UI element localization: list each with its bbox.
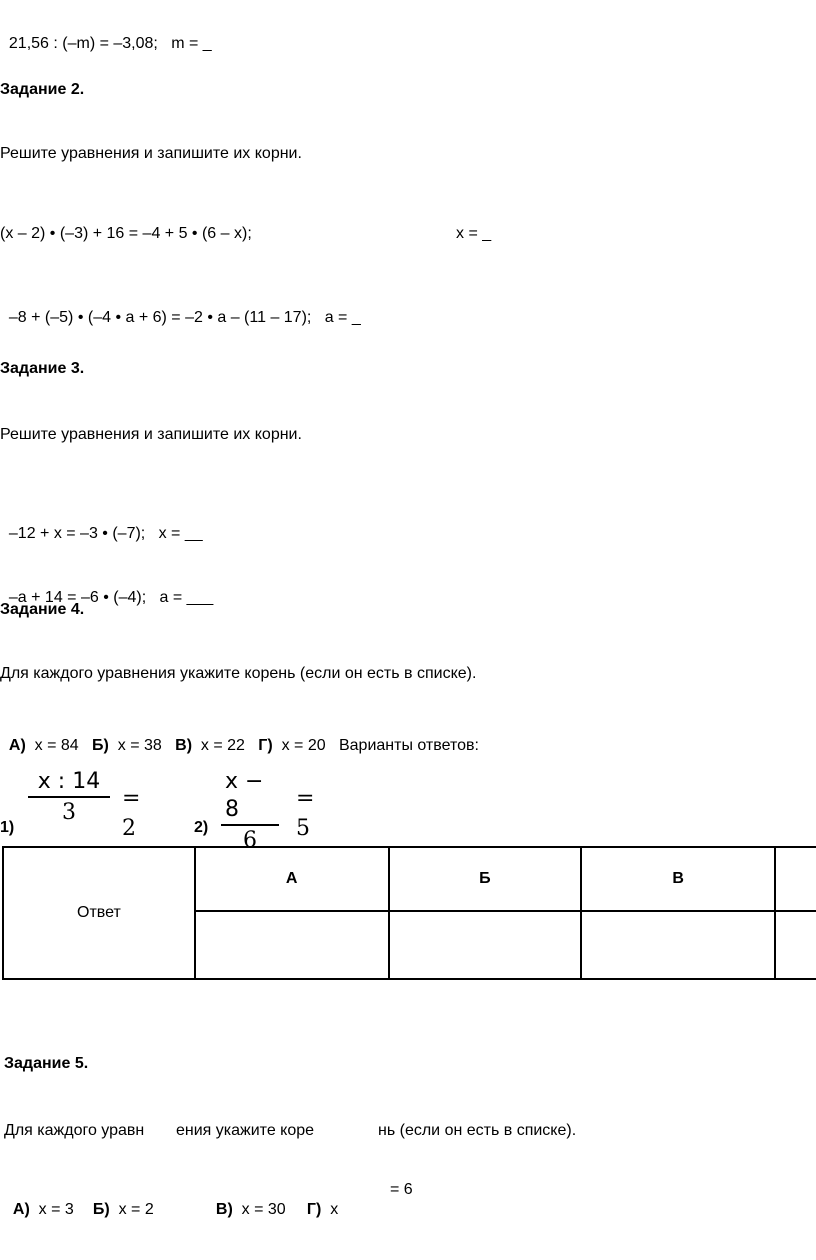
task5-option-letter: Б): [92, 1201, 110, 1218]
answer-cell-b[interactable]: [389, 911, 582, 979]
task2-equation-2-line: [0, 288, 361, 328]
task4-option-letter: А): [8, 737, 26, 754]
task4-options-label: Варианты ответов:: [338, 737, 479, 754]
task2-instruction: Решите уравнения и запишите их корни.: [0, 145, 302, 162]
task5-option-letter: Г): [306, 1201, 322, 1218]
fraction-denominator: 6: [243, 828, 257, 853]
task4-equation-1-number: 1): [0, 819, 15, 836]
fraction: [221, 768, 279, 856]
task2-answer-2: a = _: [324, 309, 361, 326]
task1-equation: 21,56 : (–m) = –3,08;: [8, 35, 158, 52]
equation-rhs: = 2: [122, 786, 141, 841]
task5-option-letter: А): [12, 1201, 30, 1218]
task5-option-value: x = 30: [241, 1201, 286, 1218]
task4-option-value: x = 20: [281, 737, 326, 754]
task5-option-g: [298, 1180, 338, 1220]
task2-equation-2: –8 + (–5) • (–4 • a + 6) = –2 • a – (11 – 17);: [8, 309, 312, 326]
fraction-numerator: x − 8: [225, 769, 264, 822]
task5-instruction-part-3: нь (если он есть в списке).: [378, 1122, 577, 1139]
column-header-v: В: [581, 847, 775, 911]
task4-option-value: x = 38: [117, 737, 162, 754]
task3-answer-2: a = ___: [159, 589, 214, 606]
task4-options: [0, 716, 479, 756]
task5-option-value: x = 2: [118, 1201, 154, 1218]
fraction-numerator: x : 14: [37, 769, 101, 794]
answer-table: [2, 846, 816, 980]
fraction-denominator: 3: [62, 800, 76, 825]
answer-cell-v[interactable]: [581, 911, 775, 979]
task5-option-value: x = 3: [38, 1201, 74, 1218]
task4-option-value: x = 84: [34, 737, 79, 754]
task5-option-b: [84, 1180, 154, 1220]
table-row: [3, 847, 816, 911]
answer-cell-a[interactable]: [195, 911, 389, 979]
task3-equation-1: –12 + x = –3 • (–7);: [8, 525, 146, 542]
task5-title: Задание 5.: [4, 1055, 89, 1072]
task2-equation-1: (x – 2) • (–3) + 16 = –4 + 5 • (6 – x);: [0, 225, 252, 242]
task4-option-letter: В): [175, 737, 193, 754]
task3-equation-2: –a + 14 = –6 • (–4);: [8, 589, 147, 606]
task4-option-letter: Г): [258, 737, 273, 754]
task4-option-value: x = 22: [200, 737, 245, 754]
fraction: [28, 768, 110, 828]
equation-rhs: = 5: [296, 786, 315, 841]
column-header-g: [775, 847, 816, 911]
task3-answer-1: x = __: [158, 525, 203, 542]
task5-option-value: x: [330, 1201, 339, 1218]
task3-instruction: Решите уравнения и запишите их корни.: [0, 426, 302, 443]
task5-option-g-trailing: = 6: [390, 1181, 413, 1198]
task1-equation-line: [0, 14, 212, 54]
answer-row-label: Ответ: [3, 847, 195, 979]
answer-cell-g[interactable]: [775, 911, 816, 979]
column-header-a: А: [195, 847, 389, 911]
task5-instruction-part-1: Для каждого уравн: [4, 1122, 145, 1139]
task3-equation-1-line: [0, 504, 203, 544]
task5-option-v: [207, 1180, 286, 1220]
task4-title: Задание 4.: [0, 601, 85, 618]
task2-answer-1: x = _: [456, 225, 492, 242]
task5-instruction-part-2: ения укажите коре: [176, 1122, 315, 1139]
task4-instruction: Для каждого уравнения укажите корень (если он есть в списке).: [0, 665, 477, 682]
task5-option-a: [4, 1180, 74, 1220]
task3-title: Задание 3.: [0, 360, 85, 377]
task1-answer: m = _: [171, 35, 212, 52]
task4-option-letter: Б): [92, 737, 109, 754]
column-header-b: Б: [389, 847, 582, 911]
task5-option-letter: В): [215, 1201, 233, 1218]
task4-equation-2-number: 2): [194, 819, 209, 836]
task2-title: Задание 2.: [0, 81, 85, 98]
